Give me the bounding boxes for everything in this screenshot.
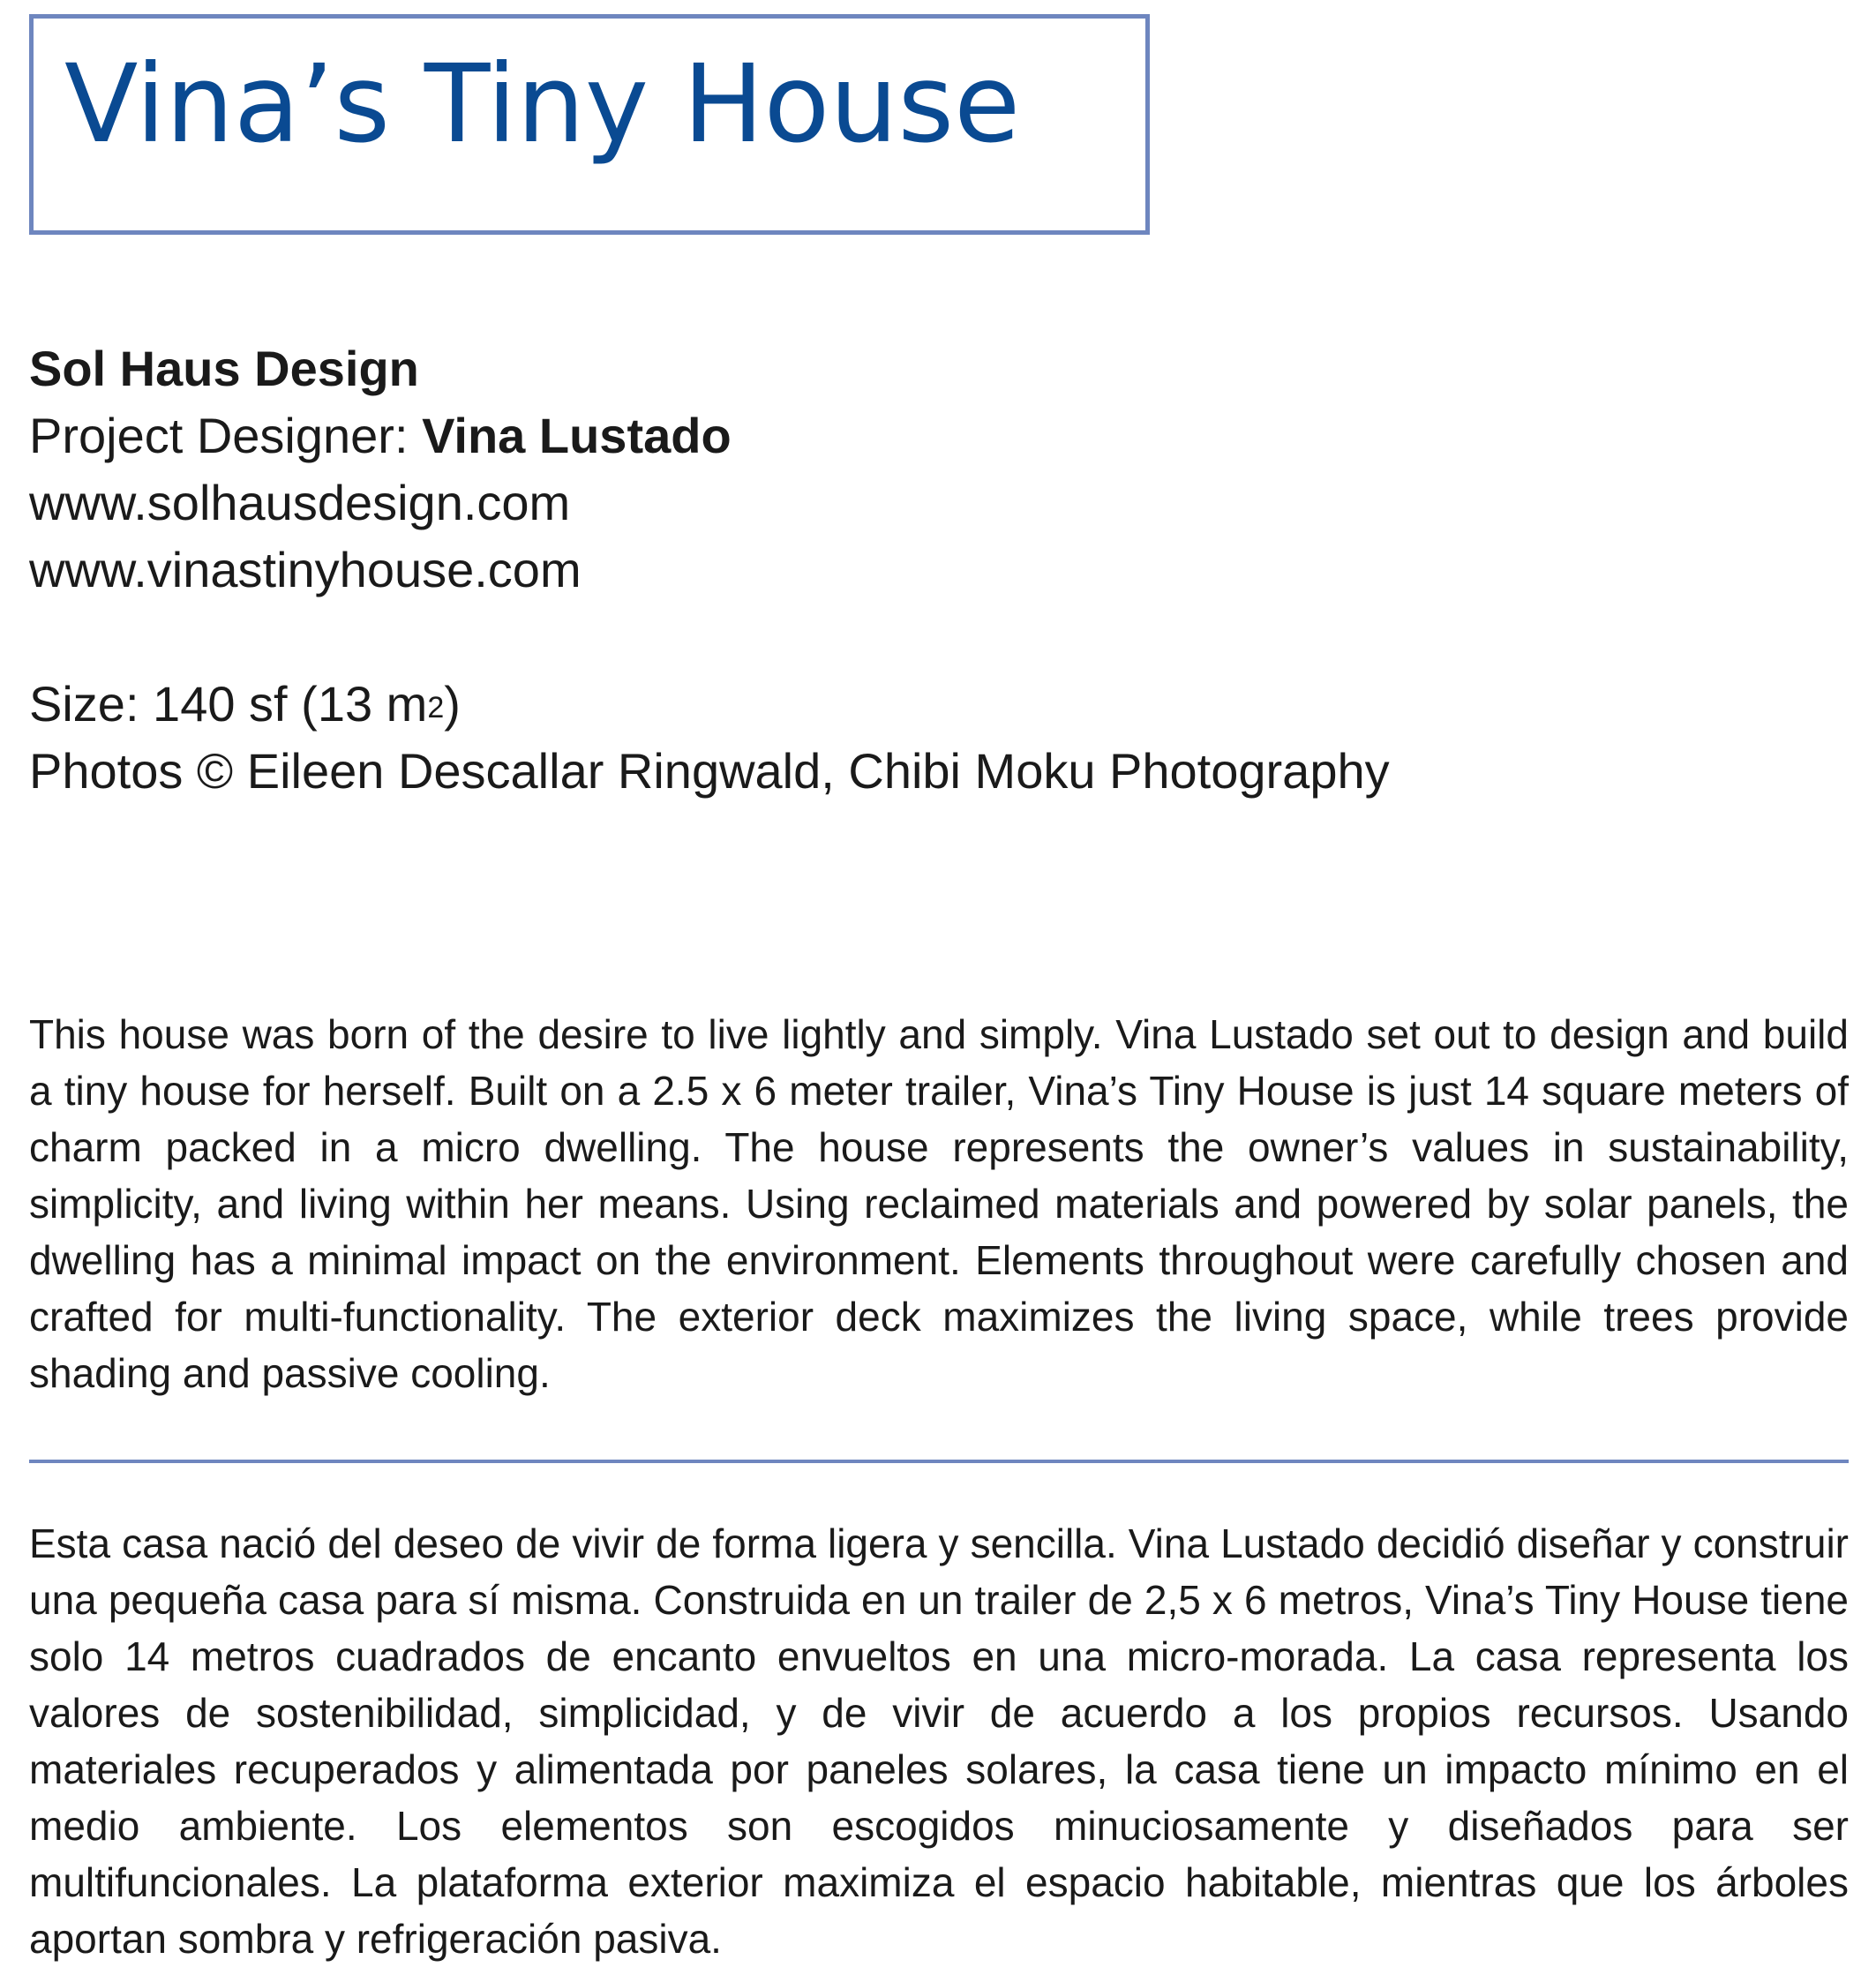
designer-name: Vina Lustado [422, 408, 732, 463]
size-close: ) [444, 676, 461, 732]
section-divider [29, 1460, 1849, 1463]
project-credits [29, 335, 1390, 805]
studio-name: Sol Haus Design [29, 341, 419, 396]
page-title: Vina’s Tiny House [64, 41, 1021, 167]
size-line [29, 671, 1390, 738]
description-english: This house was born of the desire to live lightly and simply. Vina Lustado set out to design and build a tiny house for herself. Built on a 2.5 x 6 meter trailer, Vina’s Tiny House is just 14 square meters of charm packed in a micro dwelling. The house represents the owner’s values in sustainability, simplicity, and living within her means. Using reclaimed materials and powered by solar panels, the dwelling has a minimal impact on the environment. Elements throughout were carefully chosen and crafted for multi-functionality. The exterior deck maximizes the living space, while trees provide shading and passive cooling. [29, 1011, 1849, 1396]
designer-line [29, 402, 1390, 469]
website-link-vinastinyhouse[interactable]: www.vinastinyhouse.com [29, 542, 582, 597]
photos-credit: Photos © Eileen Descallar Ringwald, Chibi Moku Photography [29, 743, 1390, 799]
designer-label: Project Designer: [29, 408, 423, 463]
description-spanish: Esta casa nació del deseo de vivir de forma ligera y sencilla. Vina Lustado decidió diseñar y construir una pequeña casa para sí misma. Construida en un trailer de 2,5 x 6 metros, Vina’s Tiny House tiene solo 14 metros cuadrados de encanto envueltos en una micro-morada. La casa representa los valores de sostenibilidad, simplicidad, y de vivir de acuerdo a los propios recursos. Usando materiales recuperados y alimentada por paneles solares, la casa tiene un impacto mínimo en el medio ambiente. Los elementos son escogidos minuciosamente y diseñados para ser multifuncionales. La plataforma exterior maximiza el espacio habitable, mientras que los árboles aportan sombra y refrigeración pasiva. [29, 1520, 1849, 1962]
size-superscript: 2 [427, 691, 445, 724]
website-link-solhaus[interactable]: www.solhausdesign.com [29, 475, 571, 530]
size-text: Size: 140 sf (13 m [29, 676, 428, 732]
